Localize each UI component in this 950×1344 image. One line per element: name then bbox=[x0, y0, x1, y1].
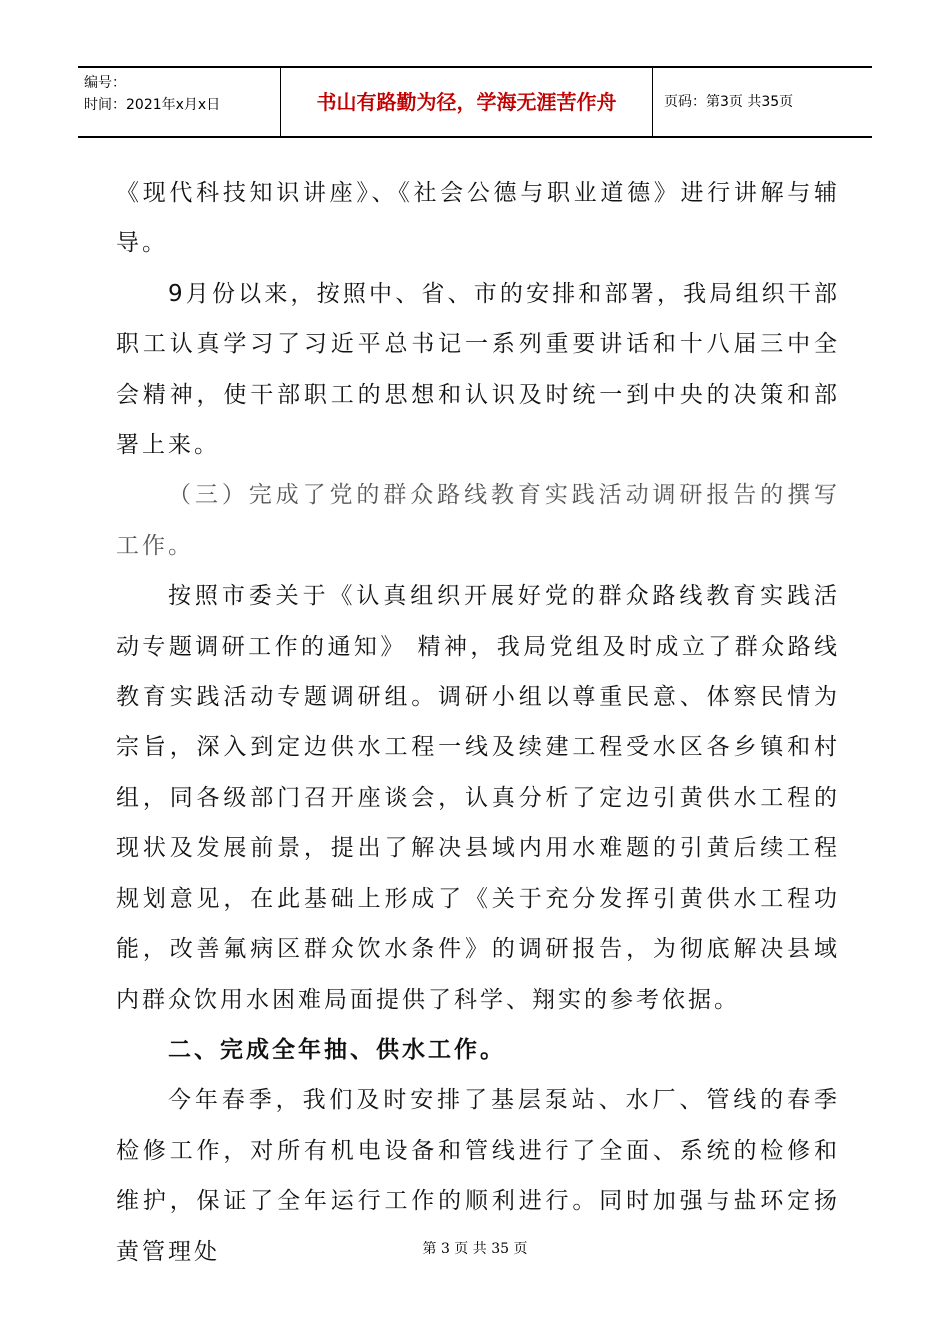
document-time-label: 时间：2021年x月x日 bbox=[84, 97, 221, 113]
body-paragraph: 按照市委关于《认真组织开展好党的群众路线教育实践活动专题调研工作的通知》 精神，我局党组及时成立了群众路线教育实践活动专题调研组。调研小组以尊重民意、体察民情为宗旨，深入到定边供水工程一线及续建工程受水区各乡镇和村组，同各级部门召开座谈会，认真分析了定边引黄供水工程的现状及发展前景，提出了解决县域内用水难题的引黄后续工程规划意见，在此基础上形成了《关于充分发挥引黄供水工程功能，改善氟病区群众饮水条件》的调研报告，为彻底解决县域内群众饮用水困难局面提供了科学、翔实的参考依据。 bbox=[116, 583, 840, 1013]
body-paragraph: 9月份以来，按照中、省、市的安排和部署，我局组织干部职工认真学习了习近平总书记一系列重要讲话和十八届三中全会精神，使干部职工的思想和认识及时统一到中央的决策和部署上来。 bbox=[116, 280, 840, 459]
document-body bbox=[116, 168, 840, 1277]
header-meta bbox=[84, 72, 284, 116]
body-paragraph-continuation: 《现代科技知识讲座》、《社会公德与职业道德》进行讲解与辅导。 bbox=[116, 180, 840, 257]
header-motto: 书山有路勤为径，学海无涯苦作舟 bbox=[316, 90, 617, 114]
header-divider-right bbox=[652, 68, 653, 136]
page-footer: 第 3 页 共 35 页 bbox=[422, 1241, 528, 1257]
header-page-number: 页码：第3页 共35页 bbox=[664, 94, 794, 110]
document-number-label: 编号： bbox=[84, 75, 126, 91]
body-paragraph: 今年春季，我们及时安排了基层泵站、水厂、管线的春季检修工作，对所有机电设备和管线进行了全面、系统的检修和维护，保证了全年运行工作的顺利进行。同时加强与盐环定扬黄管理处 bbox=[116, 1087, 840, 1265]
page-header bbox=[78, 66, 872, 138]
section-subheading: （三）完成了党的群众路线教育实践活动调研报告的撰写工作。 bbox=[116, 482, 840, 559]
section-heading: 二、完成全年抽、供水工作。 bbox=[168, 1036, 506, 1063]
